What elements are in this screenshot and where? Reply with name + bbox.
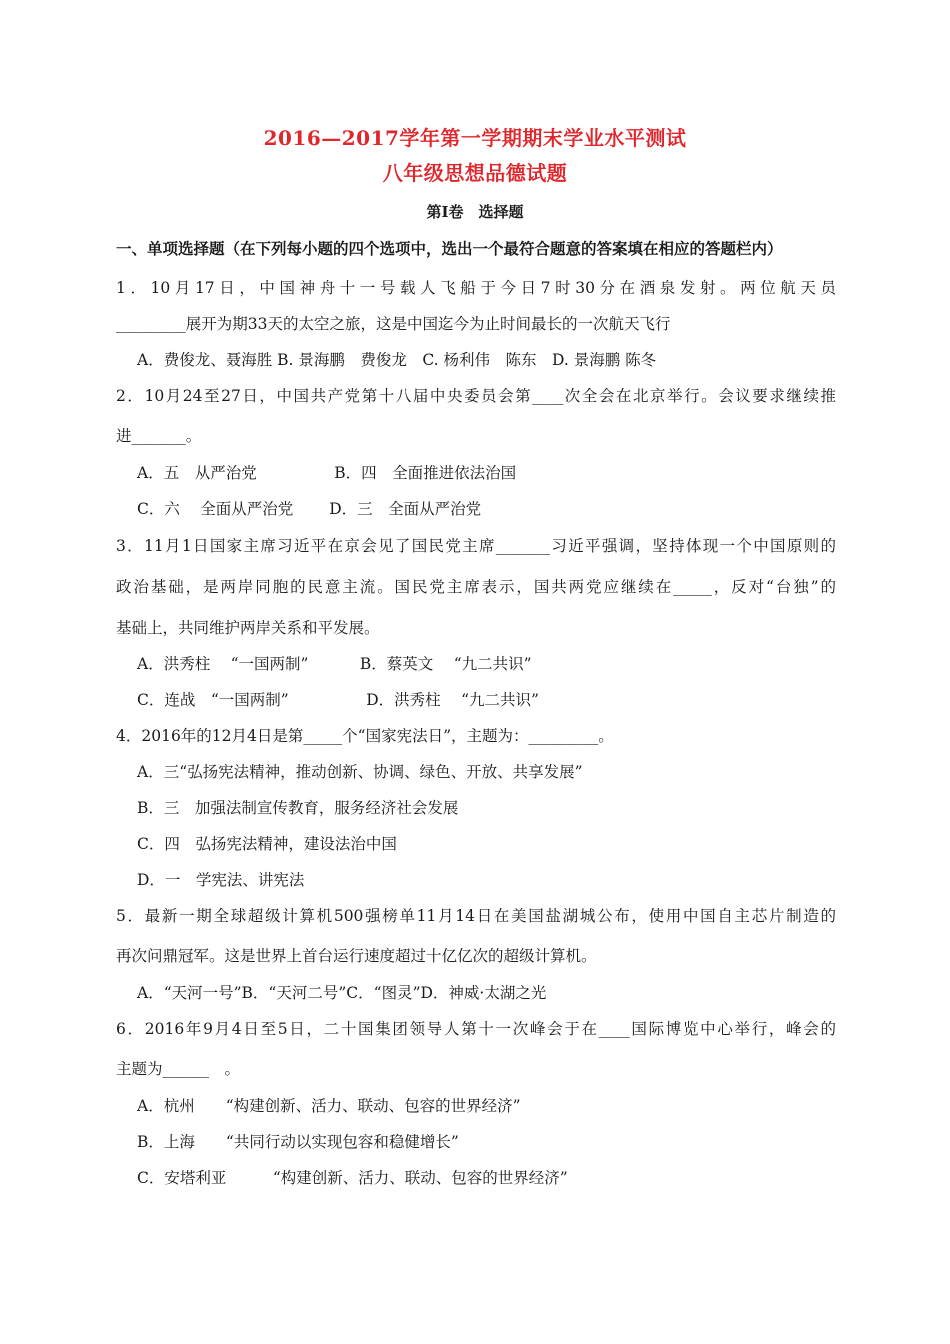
question-4-option-c: C．四 弘扬宪法精神，建设法治中国	[137, 835, 397, 853]
question-6-line-1: 6．2016年9月4日至5日，二十国集团领导人第十一次峰会于在____国际博览中心举行，峰会的	[116, 1020, 836, 1038]
exam-title: 2016—2017学年第一学期期末学业水平测试	[263, 126, 687, 150]
question-4-option-b: B．三 加强法制宣传教育，服务经济社会发展	[137, 799, 459, 817]
question-6-option-a: A．杭州 “构建创新、活力、联动、包容的世界经济”	[137, 1097, 521, 1115]
section-heading: 一、单项选择题（在下列每小题的四个选项中，选出一个最符合题意的答案填在相应的答题栏内）	[116, 239, 783, 258]
question-3-line-2: 政治基础，是两岸同胞的民意主流。国民党主席表示，国共两党应继续在_____，反对“台独”的	[116, 578, 836, 596]
question-2-option-cd: C．六 全面从严治党 D．三 全面从严治党	[137, 500, 482, 518]
question-5-line-1: 5．最新一期全球超级计算机500强榜单11月14日在美国盐湖城公布，使用中国自主芯片制造的	[116, 907, 836, 925]
question-4-line-1: 4．2016年的12月4日是第_____个“国家宪法日”，主题为：_________。	[116, 727, 614, 745]
question-4-option-a: A．三“弘扬宪法精神，推动创新、协调、绿色、开放、共享发展”	[137, 763, 583, 781]
question-1-line-2: _________展开为期33天的太空之旅，这是中国迄今为止时间最长的一次航天飞行	[116, 315, 671, 333]
question-5-options: A．“天河一号”B．“天河二号”C．“图灵”D．神威·太湖之光	[137, 984, 547, 1002]
question-6-line-2: 主题为______ 。	[116, 1060, 241, 1078]
question-6-option-b: B．上海 “共同行动以实现包容和稳健增长”	[137, 1133, 459, 1151]
question-2-option-ab: A．五 从严治党 B．四 全面推进依法治国	[137, 464, 517, 482]
question-5-line-2: 再次问鼎冠军。这是世界上首台运行速度超过十亿亿次的超级计算机。	[116, 947, 597, 965]
question-2-line-1: 2．10月24至27日，中国共产党第十八届中央委员会第____次全会在北京举行。会议要求继续推	[116, 387, 836, 405]
question-3-line-3: 基础上，共同维护两岸关系和平发展。	[116, 619, 380, 637]
question-3-option-cd: C．连战 “一国两制” D．洪秀柱 “九二共识”	[137, 691, 539, 709]
question-2-line-2: 进_______。	[116, 427, 202, 445]
question-1-line-1: 1．10月17日，中国神舟十一号载人飞船于今日7时30分在酒泉发射。两位航天员	[116, 279, 836, 297]
question-6-option-c: C．安塔利亚 “构建创新、活力、联动、包容的世界经济”	[137, 1169, 568, 1187]
question-1-options: A．费俊龙、聂海胜 B. 景海鹏 费俊龙 C. 杨利伟 陈东 D. 景海鹏 陈冬	[137, 351, 657, 369]
question-3-line-1: 3．11月1日国家主席习近平在京会见了国民党主席_______习近平强调，坚持体现一个中国原则的	[116, 537, 836, 555]
exam-subtitle: 八年级思想品德试题	[382, 161, 568, 185]
question-4-option-d: D．一 学宪法、讲宪法	[137, 871, 305, 889]
question-3-option-ab: A．洪秀柱 “一国两制” B．蔡英文 “九二共识”	[137, 655, 532, 673]
volume-heading: 第Ⅰ卷 选择题	[426, 203, 524, 221]
